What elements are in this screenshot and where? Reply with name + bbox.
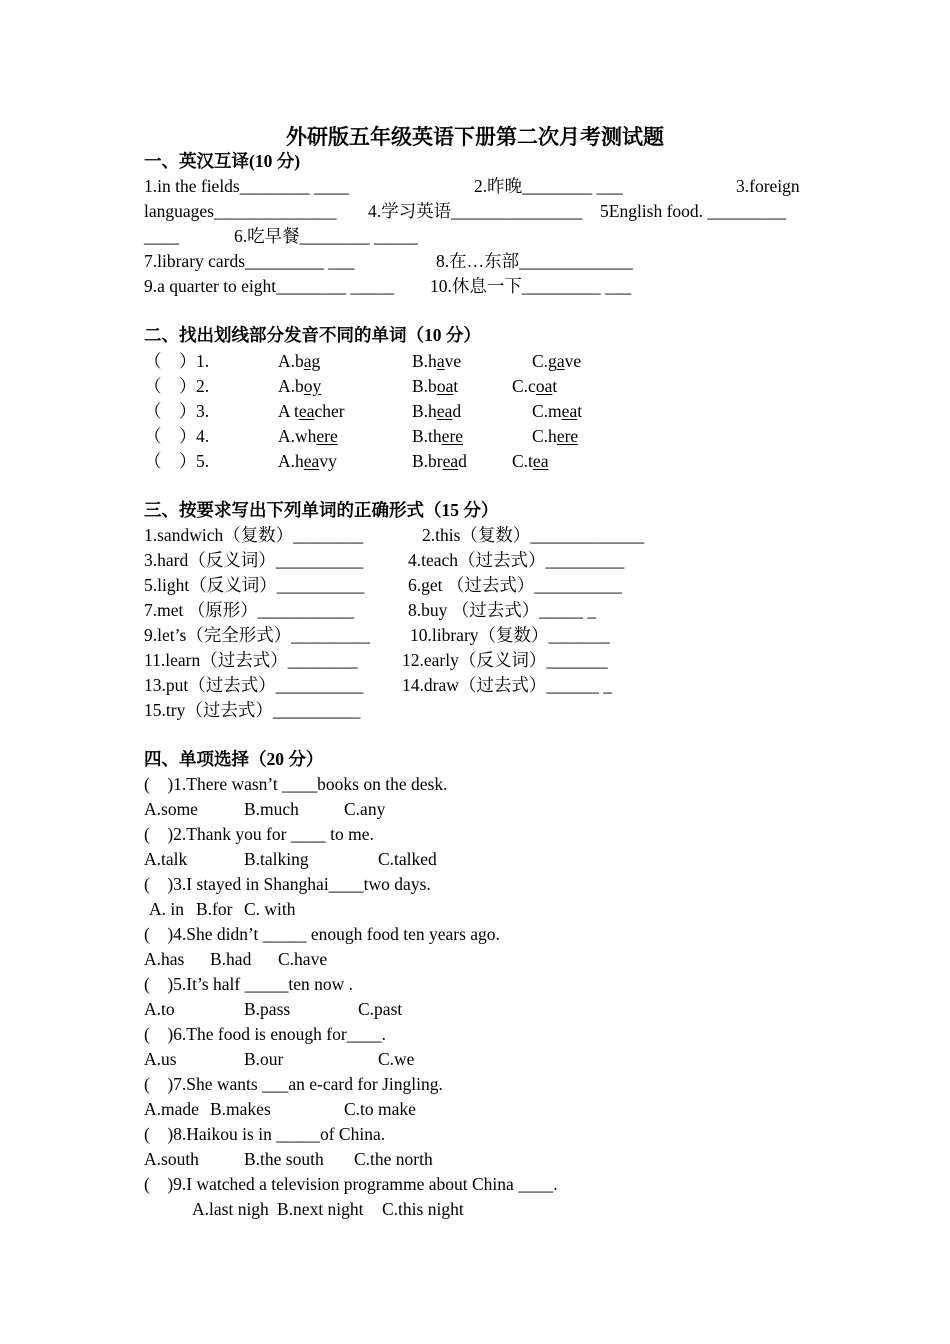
section1-heading: 一、英汉互译(10 分) [144,151,301,171]
option-c: C. with [244,899,296,919]
option-b: B.our [244,1049,284,1069]
s1-item: ____ [144,226,179,246]
s4-question: ( )3.I stayed in Shanghai____two days. [144,874,431,894]
option-b: B.bread [412,451,467,471]
s3-item: 4.teach（过去式）_________ [408,550,625,570]
s3-item: 8.buy （过去式）_____ _ [408,600,597,620]
s4-question: ( )6.The food is enough for____. [144,1024,387,1044]
option-c: C.here [532,426,579,446]
s3-item: 10.library（复数）_______ [410,625,610,645]
option-b: B.talking [244,849,309,869]
option-b: B.for [196,899,233,919]
s3-item: 12.early（反义词）_______ [402,650,608,670]
s4-question: ( )1.There wasn’t ____books on the desk. [144,774,448,794]
option-a: A.to [144,999,175,1019]
option-a: A. in [149,899,184,919]
s3-item: 14.draw（过去式）______ _ [402,675,612,695]
item-number: 2. [196,376,210,396]
s1-item: 8.在…东部_____________ [436,251,633,271]
s1-item: 4.学习英语_______________ [368,201,583,221]
option-b: B.have [412,351,462,371]
s4-question: ( )4.She didn’t _____ enough food ten years ago. [144,924,500,944]
section3-heading: 三、按要求写出下列单词的正确形式（15 分） [144,500,499,520]
s4-question: ( )7.She wants ___an e-card for Jingling. [144,1074,443,1094]
page-title: 外研版五年级英语下册第二次月考测试题 [286,125,664,149]
s4-question: ( )8.Haikou is in _____of China. [144,1124,386,1144]
option-c: C.this night [382,1199,464,1219]
option-a: A.has [144,949,185,969]
option-a: A.where [278,426,338,446]
s1-item: 7.library cards_________ ___ [144,251,355,271]
option-b: B.there [412,426,464,446]
option-a: A.made [144,1099,199,1119]
section2-heading: 二、找出划线部分发音不同的单词（10 分） [144,325,481,345]
s4-question: ( )9.I watched a television programme about China ____. [144,1174,558,1194]
option-c: C.the north [354,1149,433,1169]
option-b: B.had [210,949,252,969]
option-a: A.us [144,1049,177,1069]
answer-paren: （ ） [144,401,197,421]
option-a: A.boy [278,376,322,396]
option-c: C.tea [512,451,549,471]
item-number: 3. [196,401,210,421]
option-c: C.gave [532,351,582,371]
option-a: A.south [144,1149,199,1169]
option-a: A.last nigh [192,1199,269,1219]
s1-item: 1.in the fields________ ____ [144,176,350,196]
s3-item: 2.this（复数）_____________ [422,525,645,545]
option-b: B.next night [277,1199,364,1219]
s4-question: ( )5.It’s half _____ten now . [144,974,353,994]
option-c: C.coat [512,376,558,396]
option-c: C.to make [344,1099,416,1119]
s1-item: 10.休息一下_________ ___ [430,276,632,296]
s1-item: 5English food. _________ [600,201,787,221]
s1-item: 2.昨晚________ ___ [474,176,623,196]
option-a: A teacher [278,401,345,421]
option-b: B.makes [210,1099,271,1119]
option-c: C.we [378,1049,415,1069]
s1-item: 3.foreign [736,176,800,196]
option-c: C.meat [532,401,583,421]
item-number: 5. [196,451,210,471]
option-b: B.head [412,401,462,421]
option-c: C.talked [378,849,437,869]
option-b: B.pass [244,999,291,1019]
s4-options [144,1197,808,1322]
s1-item: languages______________ [144,201,337,221]
s3-item: 3.hard（反义词）__________ [144,550,364,570]
s3-item: 5.light（反义词）__________ [144,575,365,595]
s4-question: ( )2.Thank you for ____ to me. [144,824,374,844]
answer-paren: （ ） [144,376,197,396]
s1-item: 6.吃早餐________ _____ [234,226,418,246]
answer-paren: （ ） [144,426,197,446]
option-b: B.the south [244,1149,324,1169]
answer-paren: （ ） [144,351,197,371]
option-c: C.any [344,799,386,819]
s3-item: 11.learn（过去式）________ [144,650,358,670]
option-a: A.some [144,799,198,819]
option-c: C.past [358,999,403,1019]
option-b: B.boat [412,376,459,396]
option-c: C.have [278,949,328,969]
s3-item: 9.let’s（完全形式）_________ [144,625,371,645]
option-a: A.bag [278,351,321,371]
s3-item: 6.get （过去式）__________ [408,575,622,595]
s3-item: 7.met （原形）___________ [144,600,354,620]
answer-paren: （ ） [144,451,197,471]
option-b: B.much [244,799,299,819]
s3-item: 13.put（过去式）__________ [144,675,364,695]
option-a: A.heavy [278,451,337,471]
section4-heading: 四、单项选择（20 分） [144,749,324,769]
option-a: A.talk [144,849,188,869]
s3-item: 15.try（过去式）__________ [144,700,361,720]
s1-item: 9.a quarter to eight________ _____ [144,276,395,296]
s3-item: 1.sandwich（复数）________ [144,525,364,545]
item-number: 1. [196,351,210,371]
item-number: 4. [196,426,210,446]
